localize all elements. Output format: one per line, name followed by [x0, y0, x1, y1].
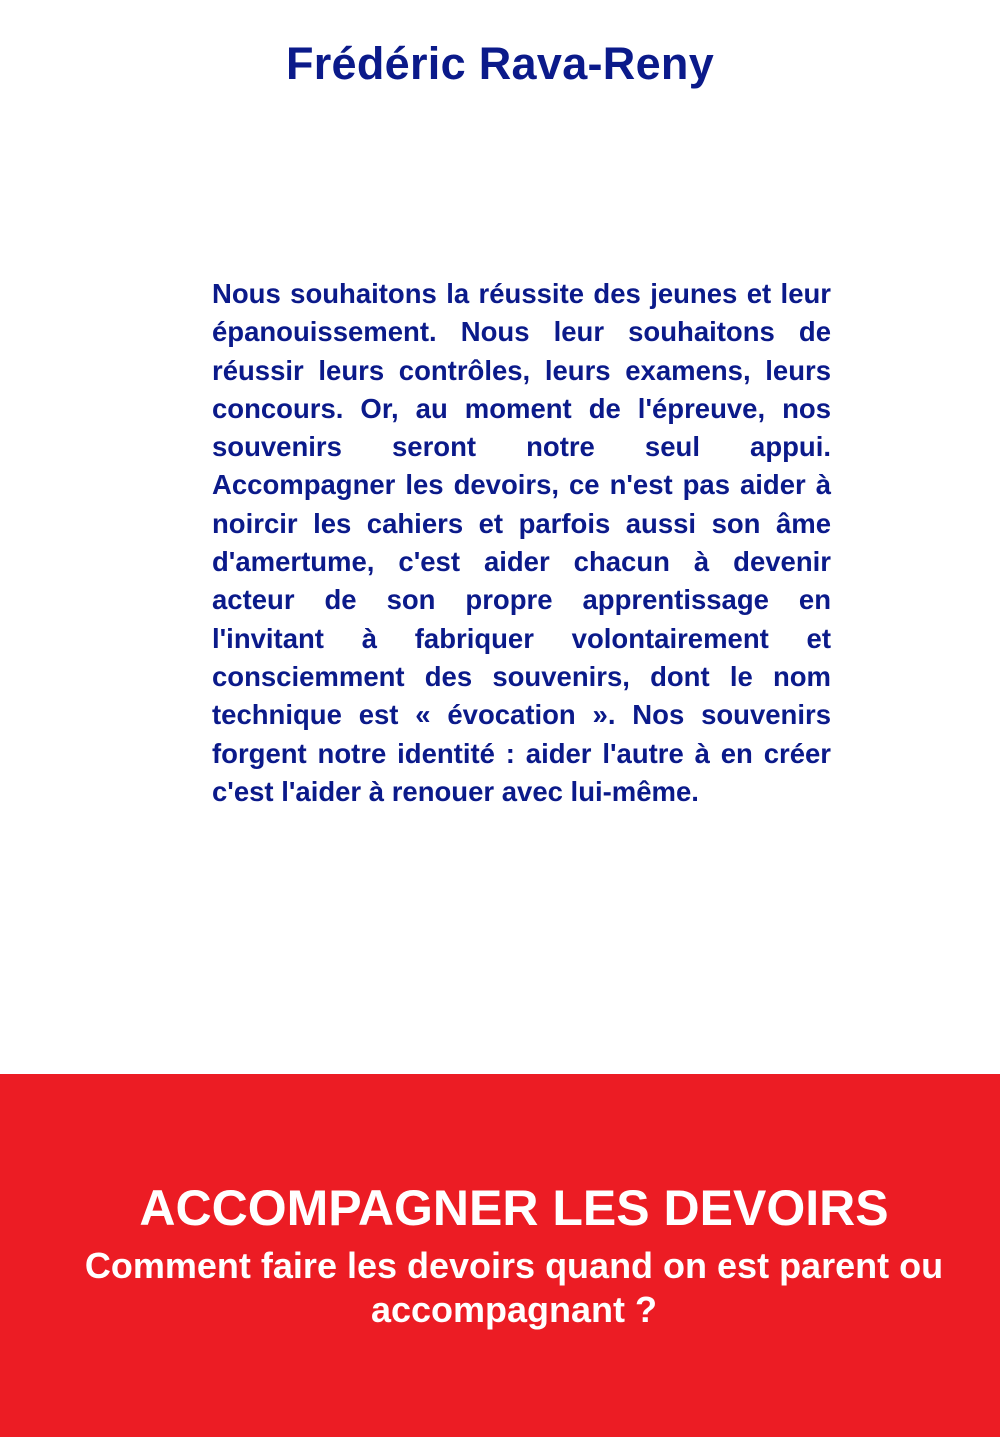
- back-cover-blurb: Nous souhaitons la réussite des jeunes et leur épanouissement. Nous leur souhaitons de réussir leurs contrôles, leurs examens, leurs concours. Or, au moment de l'épreuve, nos souvenirs seront notre seul appui. Accompagner les devoirs, ce n'est pas aider à noircir les cahiers et parfois aussi son âme d'amertume, c'est aider chacun à devenir acteur de son propre apprentissage en l'invitant à fabriquer volontairement et consciemment des souvenirs, dont le nom technique est « évocation ». Nos souvenirs forgent notre identité : aider l'autre à en créer c'est l'aider à renouer avec lui-même.: [212, 278, 831, 807]
- title-band: [0, 1074, 1000, 1437]
- author-name: Frédéric Rava-Reny: [285, 38, 715, 89]
- book-subtitle: Comment faire les devoirs quand on est parent ou accompagnant ?: [84, 1245, 944, 1330]
- book-title: ACCOMPAGNER LES DEVOIRS: [139, 1180, 889, 1236]
